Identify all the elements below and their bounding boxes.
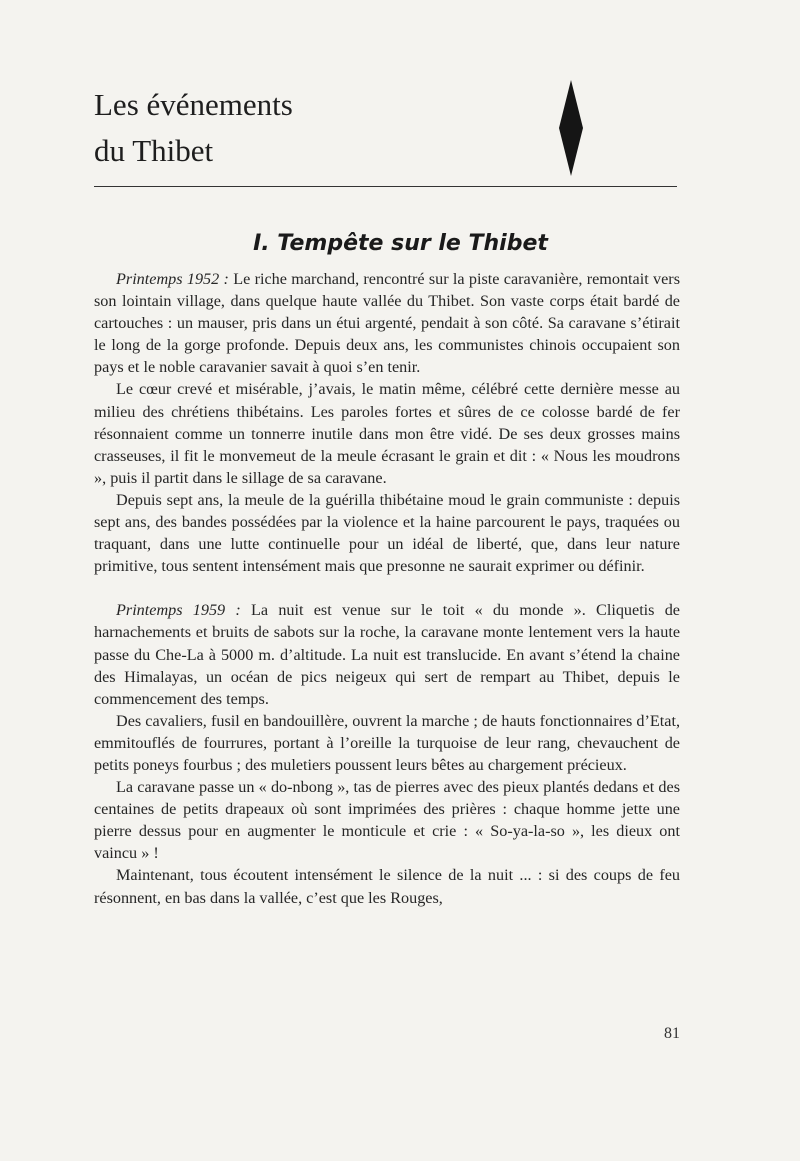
paragraph [94, 489, 680, 577]
paragraph-text: La caravane passe un « do-nbong », tas de pierres avec des pieux plantés dedans et des centaines de petits drapeaux où sont imprimées des prières : chaque homme jette une pierre dessus pour en augmenter le monticule et crie : « So-ya-la-so », les dieux ont vaincu » ! [94, 778, 680, 863]
paragraph-text: Le riche marchand, rencontré sur la piste caravanière, remontait vers son lointain village, dans quelque haute vallée du Thibet. Son vaste corps était bardé de cartouches : un mauser, pris dans un étui argenté, pendait à son côté. Sa caravane s’étirait le long de la gorge profonde. Depuis deux ans, les communistes chinois occupaient son pays et le noble caravanier savait à quoi s’en tenir. [94, 270, 680, 377]
page-number: 81 [664, 1025, 680, 1042]
paragraph [94, 378, 680, 488]
chapter-title-line-1: Les événements [94, 87, 293, 122]
paragraph-text: Maintenant, tous écoutent intensément le silence de la nuit ... : si des coups de feu résonnent, en bas dans la vallée, c’est que les Rouges, [94, 866, 680, 907]
paragraph-text: La nuit est venue sur le toit « du monde ». Cliquetis de harnachements et bruits de sabots sur la roche, la caravane monte lentement vers la haute passe du Che-La à 5000 m. d’altitude. La nuit est translucide. En avant s’étend la chaine des Himalayas, un océan de pics neigeux qui sert de rempart au Thibet, depuis le commencement des temps. [94, 601, 680, 708]
paragraph-text: Des cavaliers, fusil en bandouillère, ouvrent la marche ; de hauts fonctionnaires d’Etat, emmitouflés de fourrures, portant à l’oreille la turquoise de leur rang, chevauchent de petits poneys fourbus ; des muletiers poussent leurs bêtes au chargement précieux. [94, 711, 680, 774]
title-divider [94, 186, 677, 187]
paragraph-text: Depuis sept ans, la meule de la guérilla thibétaine moud le grain communiste : depuis sept ans, des bandes possédées par la violence et la haine parcourent le pays, traquées ou traquant, dans une lutte continuelle pour un idéal de liberté, que, dans leur nature primitive, tous sentent intensément mais que presonne ne saurait exprimer ou définir. [94, 490, 680, 576]
paragraph-lead: Printemps 1959 : [116, 601, 241, 620]
section-heading: I. Tempête sur le Thibet [253, 231, 548, 256]
paragraph [94, 776, 680, 864]
chapter-title-line-2: du Thibet [94, 133, 214, 168]
paragraph-text: Le cœur crevé et misérable, j’avais, le matin même, célébré cette dernière messe au milieu des chrétiens thibétains. Les paroles fortes et sûres de ce colosse bardé de fer résonnaient comme un tonnerre inutile dans mon être vidé. De ses deux grosses mains crasseuses, il fit le monvemeut de la meule écrasant le grain et dit : « Nous les moudrons », puis il partit dans le sillage de sa caravane. [94, 380, 680, 487]
chapter-title [94, 82, 293, 174]
diamond-ornament-icon [559, 80, 583, 176]
body-text [94, 268, 680, 909]
paragraph [94, 864, 680, 908]
paragraph-lead: Printemps 1952 : [116, 270, 229, 288]
paragraph [94, 710, 680, 776]
paragraph [94, 599, 680, 709]
paragraph [94, 268, 680, 378]
